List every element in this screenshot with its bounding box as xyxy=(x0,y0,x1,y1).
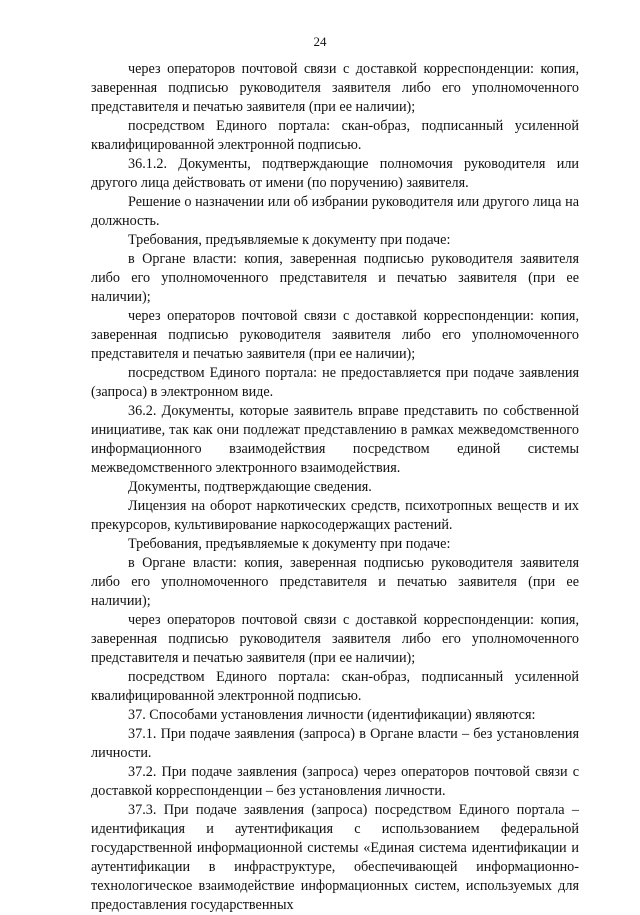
paragraph: через операторов почтовой связи с доставкой корреспонденции: копия, заверенная подписью руководителя заявителя либо его уполномоченного представителя и печатью заявителя (при ее наличии); xyxy=(91,61,579,115)
paragraph: в Органе власти: копия, заверенная подписью руководителя заявителя либо его уполномоченного представителя и печатью заявителя (при ее наличии); xyxy=(91,555,579,609)
paragraph: 37. Способами установления личности (идентификации) являются: xyxy=(128,707,536,723)
paragraph: Требования, предъявляемые к документу при подаче: xyxy=(128,536,451,552)
paragraph: посредством Единого портала: скан-образ, подписанный усиленной квалифицированной электронной подписью. xyxy=(91,118,579,153)
paragraph: 36.2. Документы, которые заявитель вправе представить по собственной инициативе, так как они подлежат представлению в рамках межведомственного информационного взаимодействия посредством единой системы межведомственного электронного взаимодействия. xyxy=(91,403,579,476)
paragraph: 37.3. При подаче заявления (запроса) посредством Единого портала – идентификация и аутентификация с использованием федеральной государственной информационной системы «Единая система идентификации и аутентификации в инфраструктуре, обеспечивающей информационно-технологическое взаимодействие информационных систем, используемых для предоставления государственных xyxy=(91,802,579,913)
paragraph: 36.1.2. Документы, подтверждающие полномочия руководителя или другого лица действовать от имени (по поручению) заявителя. xyxy=(91,156,579,191)
paragraph: через операторов почтовой связи с доставкой корреспонденции: копия, заверенная подписью руководителя заявителя либо его уполномоченного представителя и печатью заявителя (при ее наличии); xyxy=(91,612,579,666)
page-number: 24 xyxy=(313,34,327,49)
paragraph: Лицензия на оборот наркотических средств, психотропных веществ и их прекурсоров, культивирование наркосодержащих растений. xyxy=(91,498,579,533)
paragraph: Решение о назначении или об избрании руководителя или другого лица на должность. xyxy=(91,194,579,229)
paragraph: Требования, предъявляемые к документу при подаче: xyxy=(128,232,451,248)
paragraph: через операторов почтовой связи с доставкой корреспонденции: копия, заверенная подписью руководителя заявителя либо его уполномоченного представителя и печатью заявителя (при ее наличии); xyxy=(91,308,579,362)
paragraph: Документы, подтверждающие сведения. xyxy=(128,479,372,495)
paragraph: 37.1. При подаче заявления (запроса) в Органе власти – без установления личности. xyxy=(91,726,579,761)
paragraph: 37.2. При подаче заявления (запроса) через операторов почтовой связи с доставкой корреспонденции – без установления личности. xyxy=(91,764,579,799)
paragraph: в Органе власти: копия, заверенная подписью руководителя заявителя либо его уполномоченного представителя и печатью заявителя (при ее наличии); xyxy=(91,251,579,305)
paragraph: посредством Единого портала: скан-образ, подписанный усиленной квалифицированной электронной подписью. xyxy=(91,669,579,704)
paragraph: посредством Единого портала: не предоставляется при подаче заявления (запроса) в электронном виде. xyxy=(91,365,579,400)
body-text xyxy=(91,60,579,915)
